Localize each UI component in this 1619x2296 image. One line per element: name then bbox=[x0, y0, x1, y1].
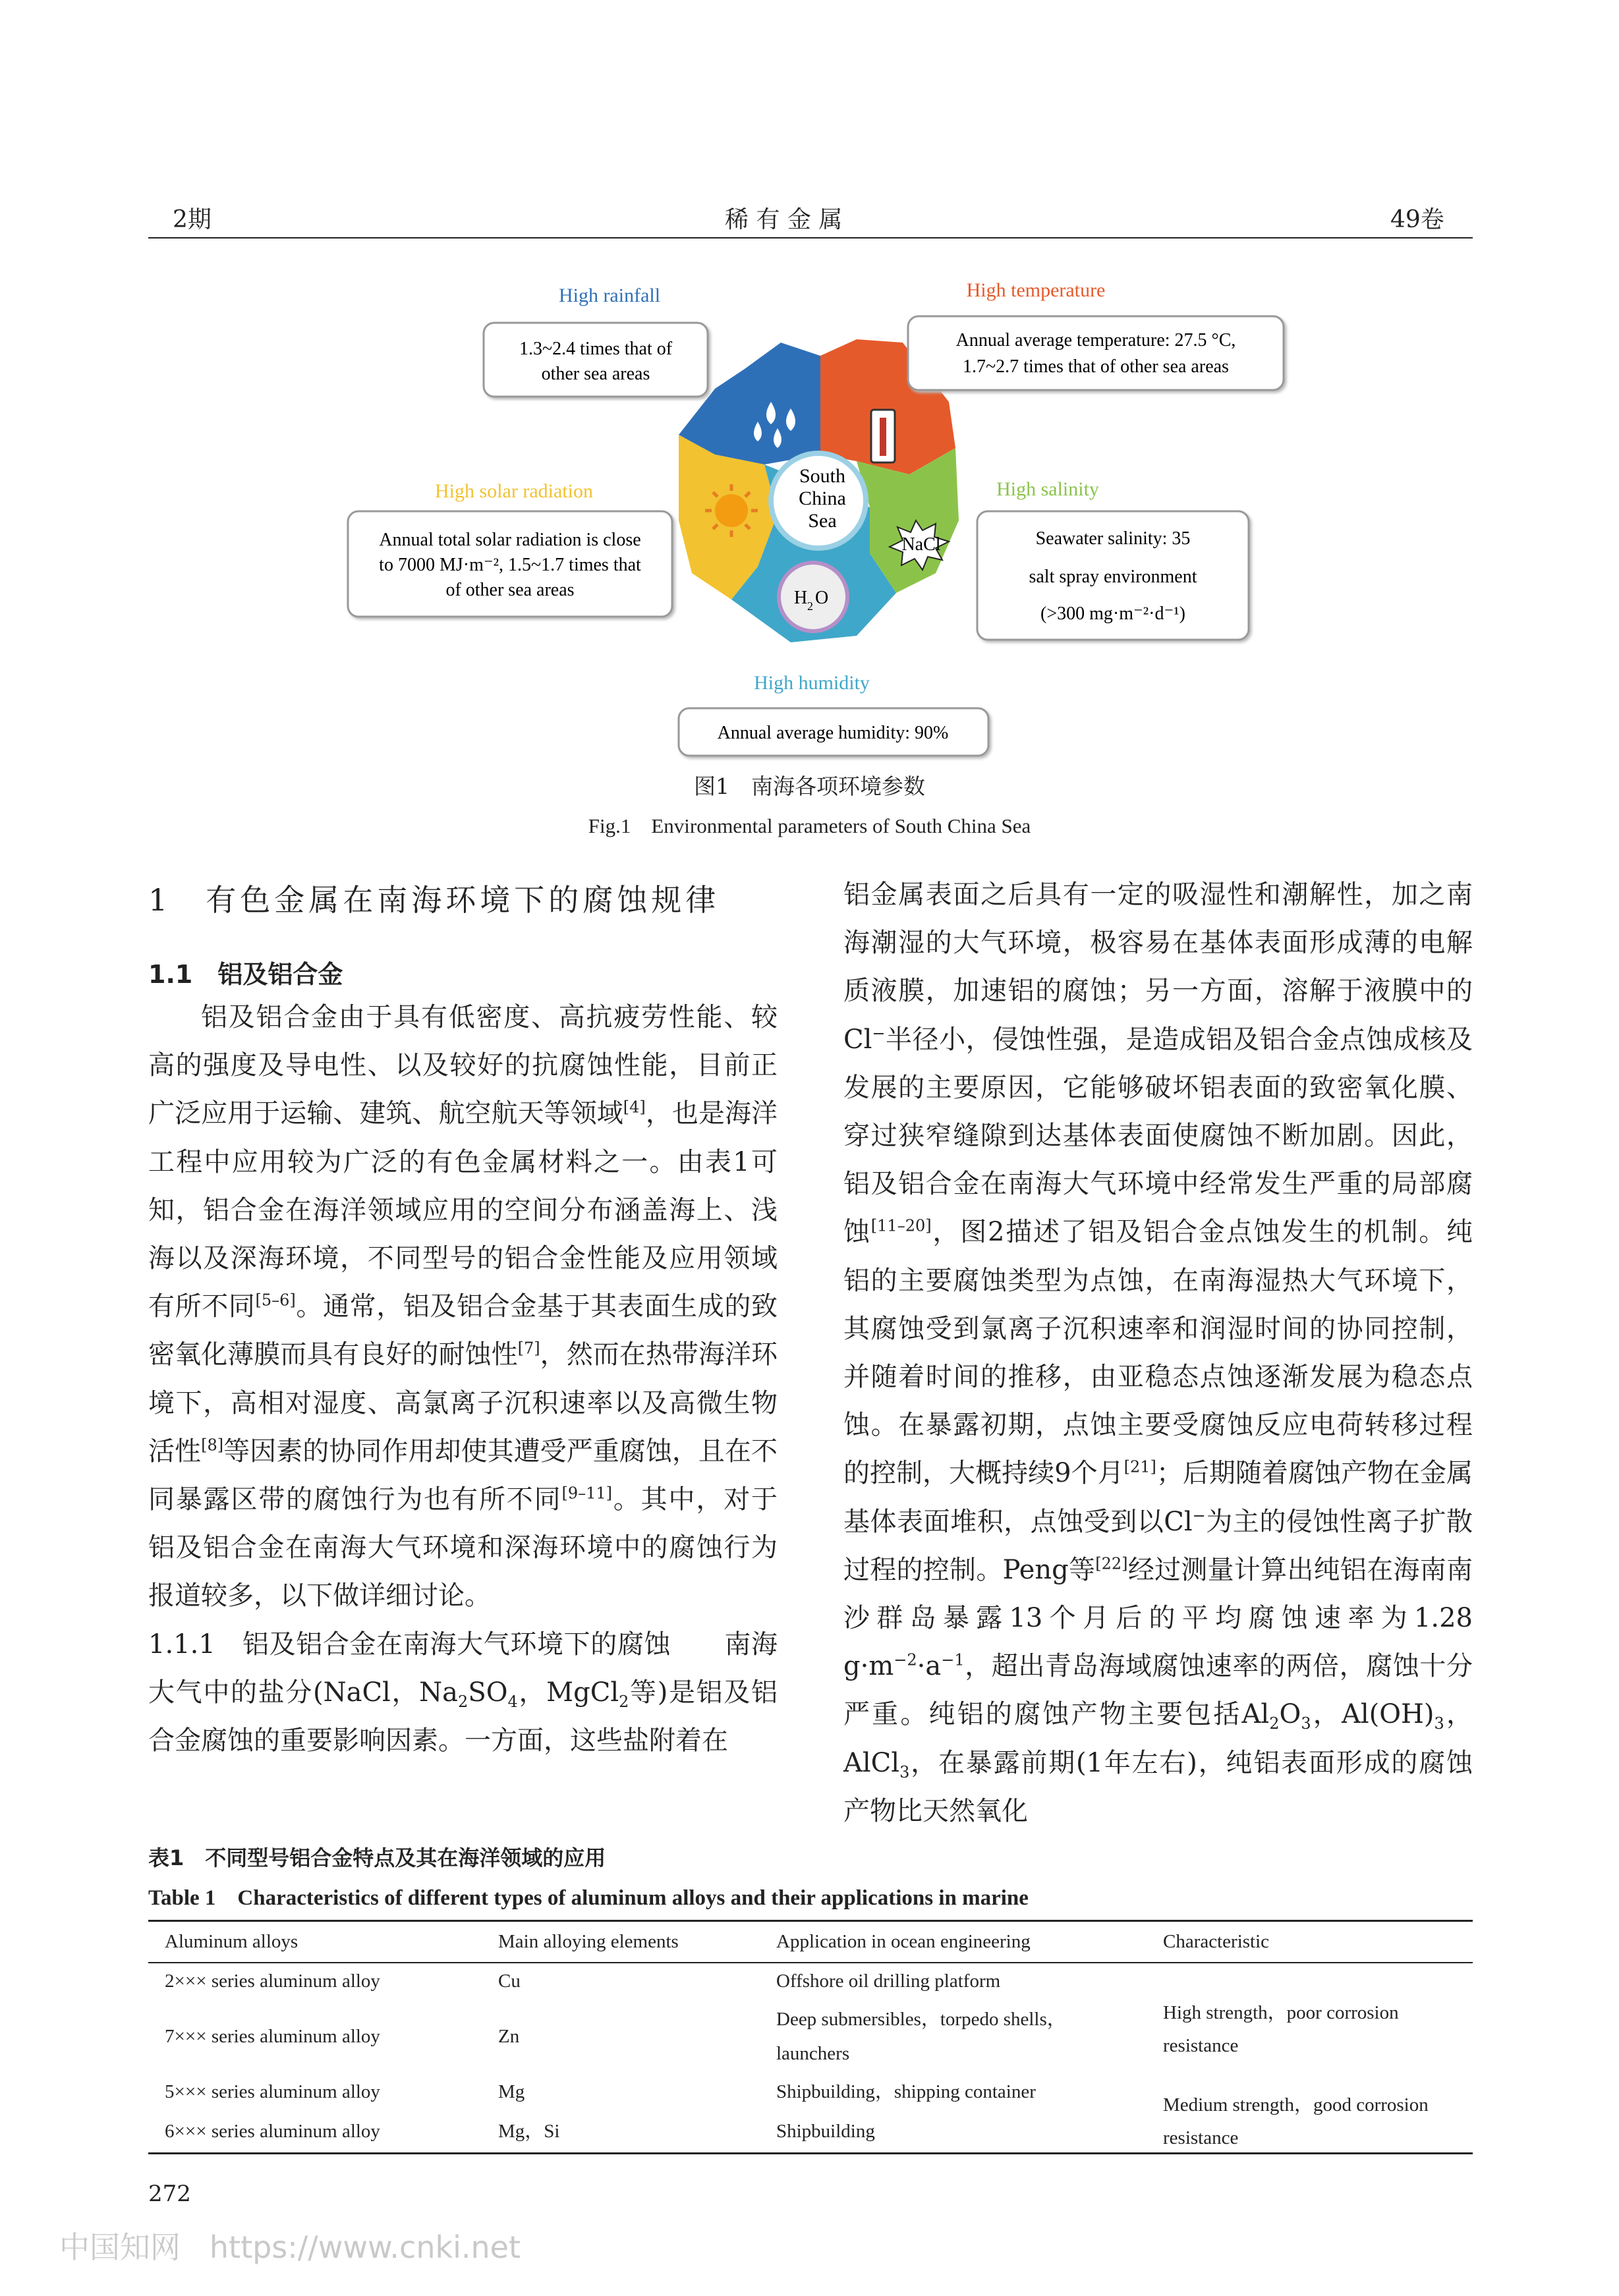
header-rule bbox=[148, 237, 1473, 238]
ref-8: [8] bbox=[201, 1436, 224, 1455]
table-cell: launchers bbox=[776, 2043, 850, 2064]
table-header-1: Aluminum alloys bbox=[165, 1931, 298, 1952]
header-volume: 49卷 bbox=[1390, 206, 1444, 233]
ref-9-11: [9–11] bbox=[561, 1484, 613, 1503]
ref-11-20: [11–20] bbox=[870, 1217, 932, 1236]
subsection-heading: 1.1 铝及铝合金 bbox=[148, 960, 343, 989]
humidity-title: High humidity bbox=[754, 672, 870, 694]
right-text-8: ，在暴露前期(1年左右)，纯铝表面形成的腐蚀产物比天然氧化 bbox=[843, 1747, 1473, 1826]
table-cell: Mg bbox=[498, 2081, 525, 2102]
salinity-title: High salinity bbox=[996, 478, 1099, 500]
table-header-4: Characteristic bbox=[1163, 1931, 1270, 1952]
solar-title: High solar radiation bbox=[435, 480, 593, 502]
table-caption-cn: 表1 不同型号铝合金特点及其在海洋领域的应用 bbox=[148, 1845, 606, 1870]
figure-caption-en: Fig.1 Environmental parameters of South China Sea bbox=[588, 814, 1031, 837]
ref-4: [4] bbox=[623, 1098, 646, 1117]
left-text-1: 铝及铝合金由于具有低密度、高抗疲劳性能、较高的强度及导电性、以及较好的抗腐蚀性能，目前正广泛应用于运输、建筑、航空航天等领域 bbox=[148, 1002, 778, 1129]
header-journal: 稀 有 金 属 bbox=[725, 206, 843, 233]
watermark-url: https://www.cnki.net bbox=[209, 2229, 521, 2265]
table-cell: High strength，poor corrosion bbox=[1163, 2002, 1399, 2023]
right-text-5: 为主的侵蚀性离子扩散过程的控制。Peng等 bbox=[843, 1506, 1473, 1585]
table-cell: Medium strength，good corrosion bbox=[1163, 2094, 1429, 2115]
figure-caption-cn: 图1 南海各项环境参数 bbox=[694, 773, 925, 799]
left-text-4: ，然而在热带海洋环境下，高相对湿度、高氯离子沉积速率以及高微生物活性 bbox=[148, 1339, 778, 1467]
header-issue: 2期 bbox=[173, 206, 212, 233]
h2o-h: H bbox=[794, 588, 808, 608]
subsubsection-text: 1.1.1 铝及铝合金在南海大气环境下的腐蚀 南海大气中的盐分(NaCl，Na bbox=[148, 1629, 778, 1708]
table-top-rule bbox=[148, 1920, 1473, 1922]
table-cell: 6××× series aluminum alloy bbox=[165, 2121, 380, 2142]
salinity-line-1: Seawater salinity: 35 bbox=[1035, 528, 1191, 549]
h2o-o: O bbox=[815, 588, 829, 608]
page-number: 272 bbox=[148, 2181, 191, 2207]
nacl-label: NaCl bbox=[901, 534, 941, 555]
table-cell: Shipbuilding，shipping container bbox=[776, 2081, 1036, 2102]
h2o-sub: 2 bbox=[807, 600, 813, 613]
right-text-1: 铝金属表面之后具有一定的吸湿性和潮解性，加之南海潮湿的大气环境，极容易在基体表面形成薄的电解质液膜，加速铝的腐蚀；另一方面，溶解于液膜中的Cl bbox=[843, 880, 1473, 1055]
table-cell: Deep submersibles，torpedo shells， bbox=[776, 2009, 1066, 2030]
figure-1 bbox=[148, 257, 1473, 784]
right-text-2: 半径小，侵蚀性强，是造成铝及铝合金点蚀成核及发展的主要原因，它能够破坏铝表面的致密氧化膜、穿过狭窄缝隙到达基体表面使腐蚀不断加剧。因此，铝及铝合金在南海大气环境中经常发生严重的局部腐蚀 bbox=[843, 1024, 1473, 1248]
center-label-2: China bbox=[799, 488, 846, 509]
table-cell: Cu bbox=[498, 1971, 521, 1992]
table-cell: Zn bbox=[498, 2026, 520, 2047]
ref-7: [7] bbox=[517, 1339, 540, 1358]
temperature-line-1: Annual average temperature: 27.5 °C, bbox=[955, 330, 1236, 350]
left-text-6: 。其中，对于铝及铝合金在南海大气环境和深海环境中的腐蚀行为报道较多，以下做详细讨论。 bbox=[148, 1484, 778, 1611]
humidity-line-1: Annual average humidity: 90% bbox=[717, 723, 949, 743]
center-label-3: Sea bbox=[808, 510, 837, 532]
right-text-7: ，超出青岛海域腐蚀速率的两倍，腐蚀十分严重。纯铝的腐蚀产物主要包括Al bbox=[843, 1651, 1473, 1730]
left-text-2: ，也是海洋工程中应用较为广泛的有色金属材料之一。由表1可知，铝合金在海洋领域应用的空间分布涵盖海上、浅海以及深海环境，不同型号的铝合金性能及应用领域有所不同 bbox=[148, 1098, 778, 1322]
rainfall-line-2: other sea areas bbox=[541, 364, 650, 384]
temperature-line-2: 1.7~2.7 times that of other sea areas bbox=[963, 356, 1229, 377]
rainfall-line-1: 1.3~2.4 times that of bbox=[519, 339, 673, 359]
watermark-cn: 中国知网 bbox=[59, 2229, 181, 2265]
right-text-4: ；后期随着腐蚀产物在金属基体表面堆积，点蚀受到以Cl bbox=[843, 1458, 1473, 1537]
section-heading: 1 有色金属在南海环境下的腐蚀规律 bbox=[148, 882, 720, 918]
table-cell: Shipbuilding bbox=[776, 2121, 875, 2142]
right-column: 铝金属表面之后具有一定的吸湿性和潮解性，加之南海潮湿的大气环境，极容易在基体表面形成薄的电解质液膜，加速铝的腐蚀；另一方面，溶解于液膜中的Cl−半径小，侵蚀性强，是造成铝及铝合金点蚀成核及发展的主要原因，它能够破坏铝表面的致密氧化膜、穿过狭窄缝隙到达基体表面使腐蚀不断加剧。因此，铝及铝合金在南海大气环境中经常发生严重的局部腐蚀[11–20]，图2描述了铝及铝合金点蚀发生的机制。纯铝的主要腐蚀类型为点蚀，在南海湿热大气环境下，其腐蚀受到氯离子沉积速率和润湿时间的协同控制，并随着时间的推移，由亚稳态点蚀逐渐发展为稳态点蚀。在暴露初期，点蚀主要受腐蚀反应电荷转移过程的控制，大概持续9个月[21]；后期随着腐蚀产物在金属基体表面堆积，点蚀受到以Cl−为主的侵蚀性离子扩散过程的控制。Peng等[22]经过测量计算出纯铝在海南南沙群岛暴露13个月后的平均腐蚀速率为1.28 $g\cdot m^{-2}\cdot a^{-1}$，超出青岛海域腐蚀速率的两倍，腐蚀十分严重。纯铝的腐蚀产物主要包括$Al_2O_3$，$Al(OH)_3$，AlCl$_3$，在暴露前期(1年左右)，纯铝表面形成的腐蚀产物比天然氧化 bbox=[843, 880, 1473, 1826]
center-label-1: South bbox=[799, 465, 846, 487]
table-bottom-rule bbox=[148, 2152, 1473, 2154]
table-cell: Offshore oil drilling platform bbox=[776, 1971, 1001, 1992]
table-cell: Mg，Si bbox=[498, 2121, 560, 2142]
solar-line-3: of other sea areas bbox=[445, 580, 575, 600]
right-text-6: 经过测量计算出纯铝在海南南沙群岛暴露13个月后的平均腐蚀速率为1.28 g·m bbox=[843, 1554, 1473, 1682]
solar-line-1: Annual total solar radiation is close bbox=[379, 530, 641, 550]
table-header-rule bbox=[148, 1962, 1473, 1963]
table-cell: 7××× series aluminum alloy bbox=[165, 2026, 380, 2047]
table-cell: 5××× series aluminum alloy bbox=[165, 2081, 380, 2102]
watermark bbox=[59, 2224, 521, 2267]
temperature-title: High temperature bbox=[966, 279, 1106, 301]
salinity-line-2: salt spray environment bbox=[1029, 567, 1197, 587]
solar-line-2: to 7000 MJ·m⁻², 1.5~1.7 times that bbox=[379, 555, 641, 575]
left-text-3: 。通常，铝及铝合金基于其表面生成的致密氧化薄膜而具有良好的耐蚀性 bbox=[148, 1291, 778, 1370]
table-header-2: Main alloying elements bbox=[498, 1931, 679, 1952]
left-text-5: 等因素的协同作用却使其遭受严重腐蚀，且在不同暴露区带的腐蚀行为也有所不同 bbox=[148, 1436, 778, 1515]
rainfall-title: High rainfall bbox=[558, 285, 661, 306]
left-text-7: 等)是铝及铝合金腐蚀的重要影响因素。一方面，这些盐附着在 bbox=[148, 1677, 778, 1756]
left-column: 铝及铝合金由于具有低密度、高抗疲劳性能、较高的强度及导电性、以及较好的抗腐蚀性能，目前正广泛应用于运输、建筑、航空航天等领域[4]，也是海洋工程中应用较为广泛的有色金属材料之一。由表1可知，铝合金在海洋领域应用的空间分布涵盖海上、浅海以及深海环境，不同型号的铝合金性能及应用领域有所不同[5–6]。通常，铝及铝合金基于其表面生成的致密氧化薄膜而具有良好的耐蚀性[7]，然而在热带海洋环境下，高相对湿度、高氯离子沉积速率以及高微生物活性[8]等因素的协同作用却使其遭受严重腐蚀，且在不同暴露区带的腐蚀行为也有所不同[9–11]。其中，对于铝及铝合金在南海大气环境和深海环境中的腐蚀行为报道较多，以下做详细讨论。 1.1.1 铝及铝合金在南海大气环境下的腐蚀 南海大气中的盐分(NaCl，$Na_2SO_4$，MgCl$_2$等)是铝及铝合金腐蚀的重要影响因素。一方面，这些盐附着在 bbox=[148, 1002, 778, 1756]
table-cell: 2××× series aluminum alloy bbox=[165, 1971, 380, 1992]
ref-22: [22] bbox=[1095, 1554, 1128, 1573]
table-cell: resistance bbox=[1163, 2035, 1239, 2056]
table-cell: resistance bbox=[1163, 2127, 1239, 2148]
right-text-3: ，图2描述了铝及铝合金点蚀发生的机制。纯铝的主要腐蚀类型为点蚀，在南海湿热大气环境下，其腐蚀受到氯离子沉积速率和润湿时间的协同控制，并随着时间的推移，由亚稳态点蚀逐渐发展为稳态点蚀。在暴露初期，点蚀主要受腐蚀反应电荷转移过程的控制，大概持续9个月 bbox=[843, 1217, 1473, 1489]
salinity-line-3: (>300 mg·m⁻²·d⁻¹) bbox=[1040, 603, 1185, 624]
ref-5-6: [5–6] bbox=[255, 1291, 296, 1310]
table-header-3: Application in ocean engineering bbox=[776, 1931, 1031, 1952]
ref-21: [21] bbox=[1123, 1458, 1156, 1477]
table-caption-en: Table 1 Characteristics of different types of aluminum alloys and their applications in marine bbox=[148, 1886, 1029, 1910]
